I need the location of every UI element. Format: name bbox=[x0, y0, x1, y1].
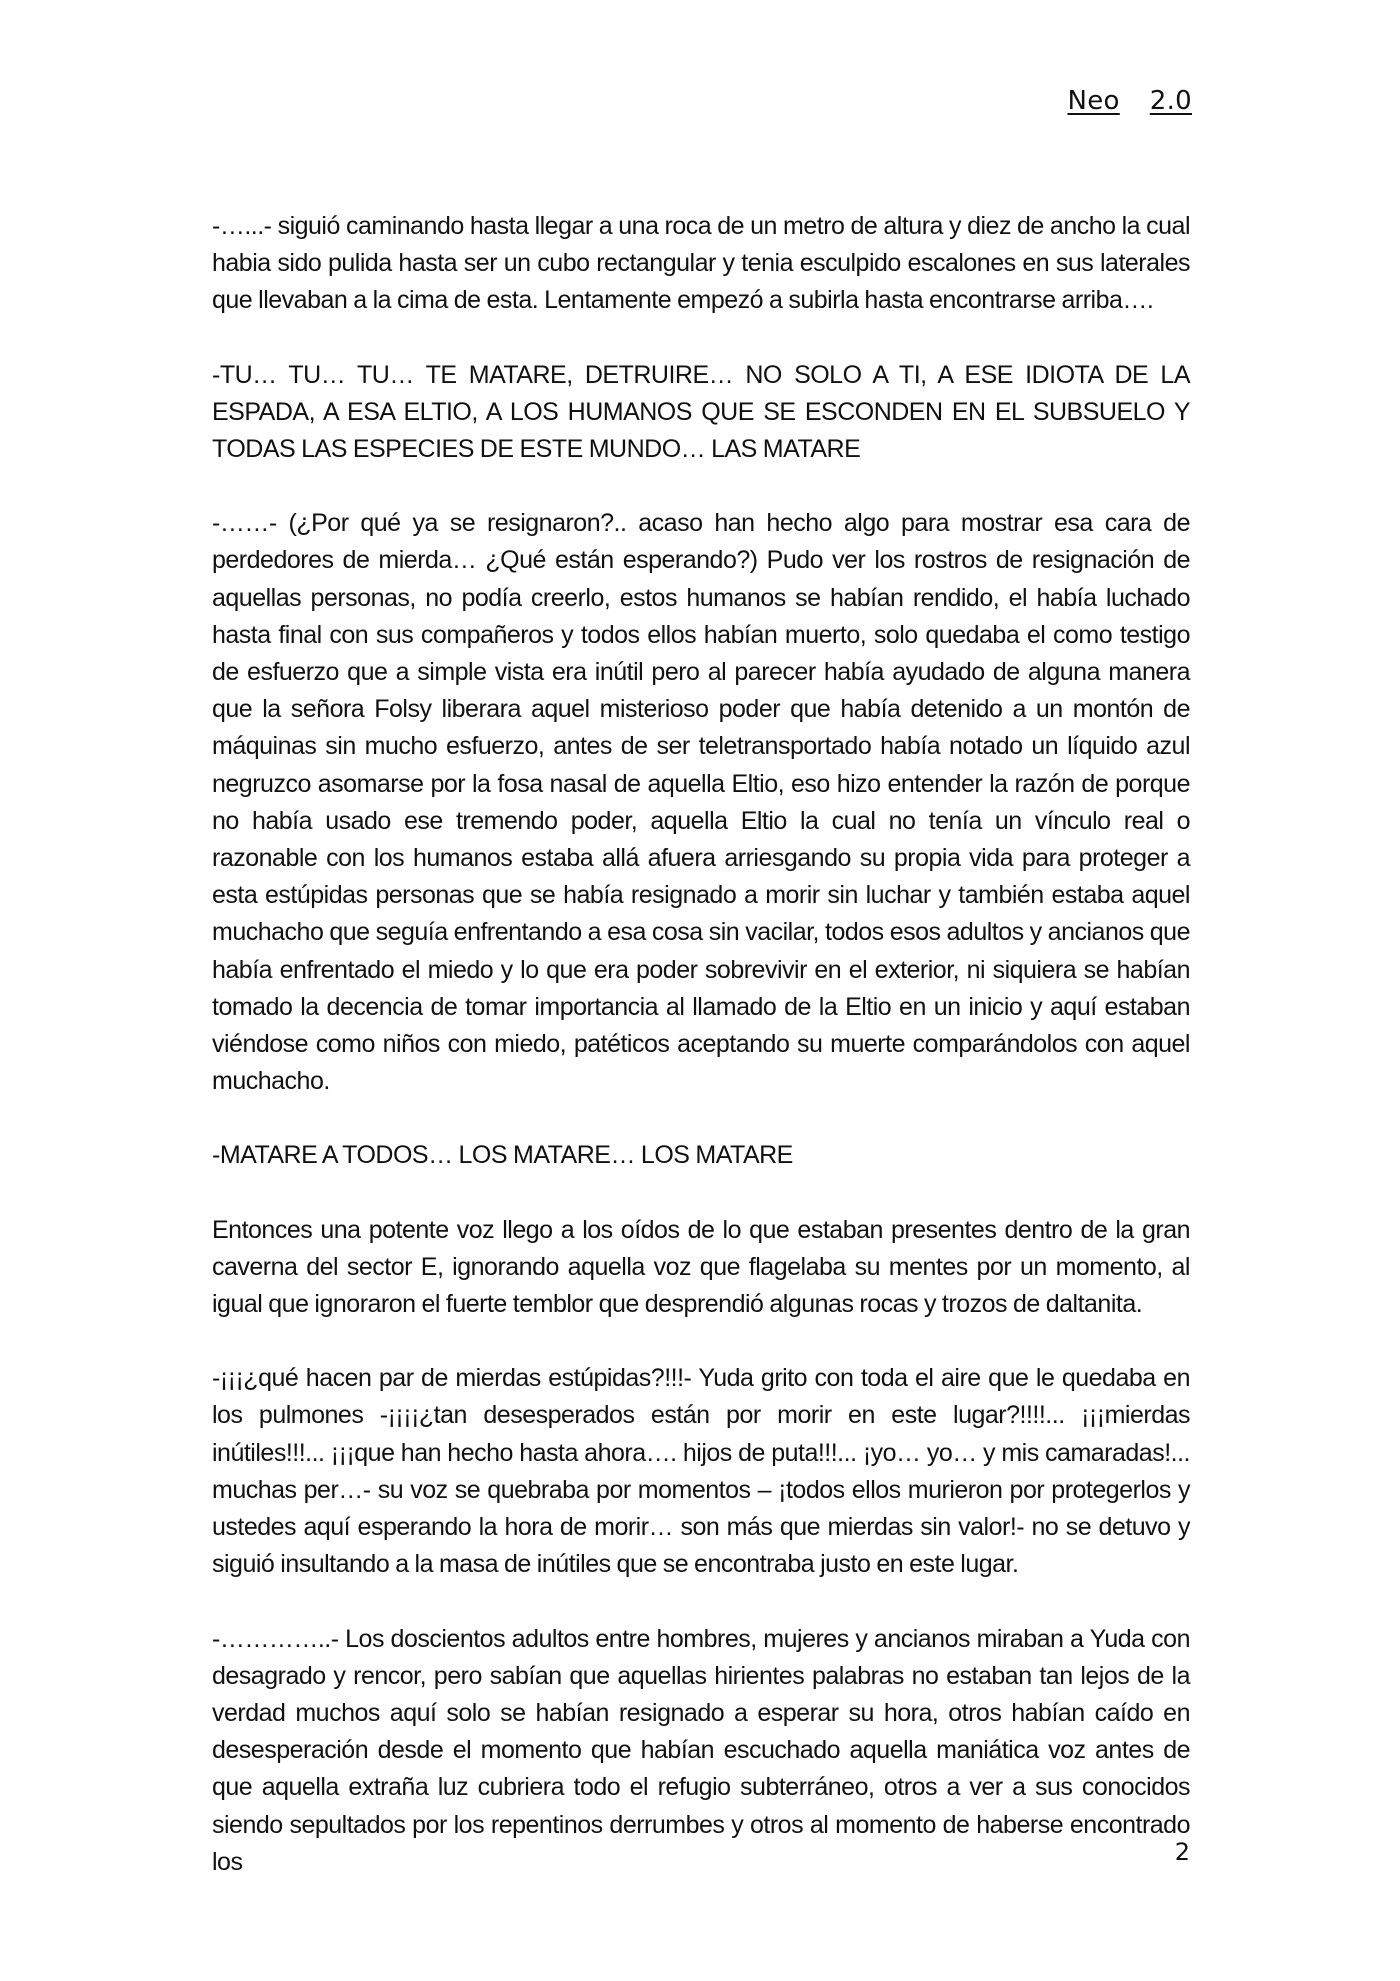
header-title: Neo bbox=[1067, 86, 1120, 116]
paragraph-7: -…………..- Los doscientos adultos entre hombres, mujeres y ancianos miraban a Yuda con desagrado y rencor, pero sabían que aquellas hirientes palabras no estaban tan lejos de la verdad muchos aquí solo se habían resignado a esperar su hora, otros habían caído en desesperación desde el momento que habían escuchado aquella maniática voz antes de que aquella extraña luz cubriera todo el refugio subterráneo, otros a ver a sus conocidos siendo sepultados por los repentinos derrumbes y otros al momento de haberse encontrado los bbox=[212, 1624, 1190, 1876]
paragraph-6: -¡¡¡¿qué hacen par de mierdas estúpidas?!!!- Yuda grito con toda el aire que le quedaba en los pulmones -¡¡¡¡¿tan desesperados están por morir en este lugar?!!!!... ¡¡¡mierdas inútiles!!!... ¡¡¡que han hecho hasta ahora…. hijos de puta!!!... ¡yo… yo… y mis camaradas!... muchas per…- su voz se quebraba por momentos – ¡todos ellos murieron por protegerlos y ustedes aquí esperando la hora de morir… son más que mierdas sin valor!- no se detuvo y siguió insultando a la masa de inútiles que se encontraba justo en este lugar. bbox=[212, 1364, 1190, 1579]
header-version: 2.0 bbox=[1149, 86, 1192, 116]
paragraph-3: -……- (¿Por qué ya se resignaron?.. acaso han hecho algo para mostrar esa cara de perdedores de mierda… ¿Qué están esperando?) Pudo ver los rostros de resignación de aquellas personas, no podía creerlo, estos humanos se habían rendido, el había luchado hasta final con sus compañeros y todos ellos habían muerto, solo quedaba el como testigo de esfuerzo que a simple vista era inútil pero al parecer había ayudado de alguna manera que la señora Folsy liberara aquel misterioso poder que había detenido a un montón de máquinas sin mucho esfuerzo, antes de ser teletransportado había notado un líquido azul negruzco asomarse por la fosa nasal de aquella Eltio, eso hizo entender la razón de porque no había usado ese tremendo poder, aquella Eltio la cual no tenía un vínculo real o razonable con los humanos estaba allá afuera arriesgando su propia vida para proteger a esta estúpidas personas que se había resignado a morir sin luchar y también estaba aquel muchacho que seguía enfrentando a esa cosa sin vacilar, todos esos adultos y ancianos que había enfrentado el miedo y lo que era poder sobrevivir en el exterior, ni siquiera se habían tomado la decencia de tomar importancia al llamado de la Eltio en un inicio y aquí estaban viéndose como niños con miedo, patéticos aceptando su muerte comparándolos con aquel muchacho. bbox=[212, 509, 1190, 1096]
document-body bbox=[212, 208, 1190, 1918]
paragraph-5: Entonces una potente voz llego a los oídos de lo que estaban presentes dentro de la gran caverna del sector E, ignorando aquella voz que flagelaba su mentes por un momento, al igual que ignoraron el fuerte temblor que desprendió algunas rocas y trozos de daltanita. bbox=[212, 1215, 1190, 1319]
page-number: 2 bbox=[1174, 1838, 1190, 1866]
paragraph-1: -…...- siguió caminando hasta llegar a una roca de un metro de altura y diez de ancho la cual habia sido pulida hasta ser un cubo rectangular y tenia esculpido escalones en sus laterales que llevaban a la cima de esta. Lentamente empezó a subirla hasta encontrarse arriba…. bbox=[212, 212, 1190, 315]
paragraph-4: -MATARE A TODOS… LOS MATARE… LOS MATARE bbox=[212, 1141, 793, 1170]
page-header bbox=[1067, 86, 1192, 116]
paragraph-2: -TU… TU… TU… TE MATARE, DETRUIRE… NO SOLO A TI, A ESE IDIOTA DE LA ESPADA, A ESA ELTIO, A LOS HUMANOS QUE SE ESCONDEN EN EL SUBSUELO Y TODAS LAS ESPECIES DE ESTE MUNDO… LAS MATARE bbox=[212, 360, 1190, 464]
